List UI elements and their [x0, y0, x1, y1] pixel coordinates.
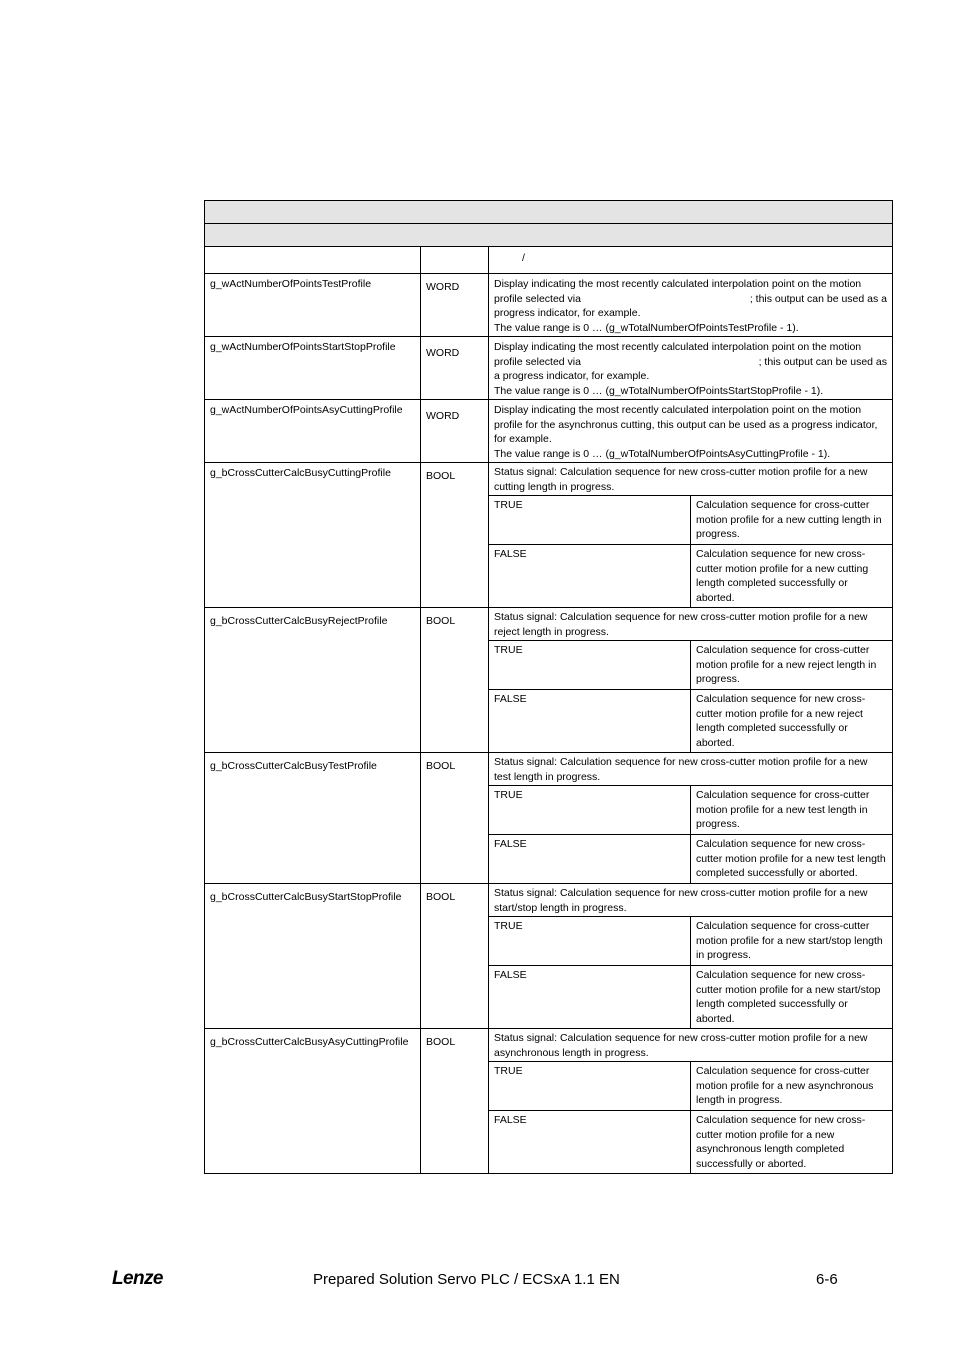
data-type: BOOL — [421, 753, 489, 884]
status-text: Status signal: Calculation sequence for new cross-cutter motion profile for a new reject length in progress. — [489, 608, 892, 641]
desc-line: profile for the asynchronus cutting, this output can be used as a progress indicator, — [494, 418, 878, 431]
variable-description — [489, 463, 893, 608]
desc-line: for example. — [494, 433, 552, 446]
desc-line: progress indicator, for example. — [494, 307, 641, 320]
false-description: Calculation sequence for new cross-cutter motion profile for a new cutting length completed successfully or aborted. — [696, 548, 869, 604]
variable-description — [489, 274, 893, 337]
false-description: Calculation sequence for new cross-cutter motion profile for a new start/stop length completed successfully or aborted. — [696, 969, 881, 1025]
data-type: BOOL — [421, 1029, 489, 1174]
variable-description — [489, 884, 893, 1029]
variable-name: g_bCrossCutterCalcBusyAsyCuttingProfile — [205, 1029, 421, 1174]
desc-line: Display indicating the most recently calculated interpolation point on the motion — [494, 278, 862, 290]
false-description: Calculation sequence for new cross-cutter motion profile for a new test length completed successfully or aborted. — [696, 838, 886, 880]
header-desc-cell — [489, 247, 893, 274]
desc-text: profile selected via — [494, 355, 581, 368]
status-text: Status signal: Calculation sequence for new cross-cutter motion profile for a new start/stop length in progress. — [489, 884, 892, 917]
variable-name: g_wActNumberOfPointsStartStopProfile — [205, 337, 421, 400]
variable-name: g_bCrossCutterCalcBusyStartStopProfile — [205, 884, 421, 1029]
false-label: FALSE — [489, 545, 691, 608]
data-type: BOOL — [421, 884, 489, 1029]
table-row — [205, 753, 893, 884]
desc-line: Display indicating the most recently calculated interpolation point on the motion — [494, 341, 862, 353]
desc-line-split — [494, 292, 887, 307]
table-row — [205, 608, 893, 753]
desc-line: a progress indicator, for example. — [494, 370, 650, 383]
state-table — [489, 884, 892, 1028]
variable-name: g_wActNumberOfPointsAsyCuttingProfile — [205, 400, 421, 463]
desc-text: ; this output can be used as — [758, 355, 888, 368]
header-name-cell — [205, 247, 421, 274]
status-text: Status signal: Calculation sequence for new cross-cutter motion profile for a new asynchronous length in progress. — [489, 1029, 892, 1062]
data-type: WORD — [421, 274, 489, 337]
true-description: Calculation sequence for cross-cutter motion profile for a new cutting length in progress. — [691, 496, 893, 545]
variable-description — [489, 753, 893, 884]
table-title-band — [205, 201, 893, 224]
status-text: Status signal: Calculation sequence for new cross-cutter motion profile for a new test length in progress. — [489, 753, 892, 786]
desc-text: ; this output can be used as a — [749, 292, 888, 305]
header-type-cell — [421, 247, 489, 274]
table-row — [205, 463, 893, 608]
data-type: BOOL — [421, 463, 489, 608]
table-row — [205, 400, 893, 463]
variables-table — [204, 200, 893, 1174]
desc-line: The value range is 0 … (g_wTotalNumberOfPointsAsyCuttingProfile - 1). — [494, 447, 831, 460]
data-type: WORD — [421, 337, 489, 400]
desc-line-split — [494, 355, 887, 370]
false-description: Calculation sequence for new cross-cutter motion profile for a new reject length completed successfully or aborted. — [696, 693, 866, 749]
state-table — [489, 753, 892, 883]
desc-text: profile selected via — [494, 292, 581, 305]
table-subtitle-band — [205, 224, 893, 247]
state-table — [489, 1029, 892, 1173]
variable-name: g_bCrossCutterCalcBusyCuttingProfile — [205, 463, 421, 608]
data-type: BOOL — [421, 608, 489, 753]
status-text: Status signal: Calculation sequence for new cross-cutter motion profile for a new cutting length in progress. — [489, 463, 892, 496]
false-description: Calculation sequence for new cross-cutter motion profile for a new asynchronous length completed successfully or aborted. — [696, 1114, 866, 1170]
variable-description — [489, 608, 893, 753]
variable-description — [489, 400, 893, 463]
false-label: FALSE — [489, 835, 691, 884]
variable-name: g_bCrossCutterCalcBusyRejectProfile — [205, 608, 421, 753]
variable-description — [489, 1029, 893, 1174]
table-row — [205, 1029, 893, 1174]
true-label: TRUE — [489, 496, 691, 545]
true-label: TRUE — [489, 917, 691, 966]
footer-title: Prepared Solution Servo PLC / ECSxA 1.1 EN — [313, 1271, 620, 1288]
true-description: Calculation sequence for cross-cutter motion profile for a new start/stop length in progress. — [691, 917, 893, 966]
column-header-row — [205, 247, 893, 274]
true-description: Calculation sequence for cross-cutter motion profile for a new test length in progress. — [691, 786, 893, 835]
false-label: FALSE — [489, 1111, 691, 1174]
true-label: TRUE — [489, 641, 691, 690]
desc-line: Display indicating the most recently calculated interpolation point on the motion — [494, 404, 862, 416]
true-description: Calculation sequence for cross-cutter motion profile for a new reject length in progress. — [691, 641, 893, 690]
lenze-logo: Lenze — [112, 1268, 163, 1289]
false-label: FALSE — [489, 690, 691, 753]
variable-name: g_wActNumberOfPointsTestProfile — [205, 274, 421, 337]
header-slash: / — [522, 252, 525, 264]
state-table — [489, 463, 892, 607]
false-label: FALSE — [489, 966, 691, 1029]
variable-description — [489, 337, 893, 400]
page-number: 6-6 — [816, 1271, 838, 1288]
true-label: TRUE — [489, 786, 691, 835]
variable-name: g_bCrossCutterCalcBusyTestProfile — [205, 753, 421, 884]
table-row — [205, 274, 893, 337]
desc-line: The value range is 0 … (g_wTotalNumberOfPointsTestProfile - 1). — [494, 321, 799, 334]
table-row — [205, 884, 893, 1029]
desc-line: The value range is 0 … (g_wTotalNumberOfPointsStartStopProfile - 1). — [494, 384, 824, 397]
true-description: Calculation sequence for cross-cutter motion profile for a new asynchronous length in progress. — [691, 1062, 893, 1111]
data-type: WORD — [421, 400, 489, 463]
table-row — [205, 337, 893, 400]
state-table — [489, 608, 892, 752]
true-label: TRUE — [489, 1062, 691, 1111]
